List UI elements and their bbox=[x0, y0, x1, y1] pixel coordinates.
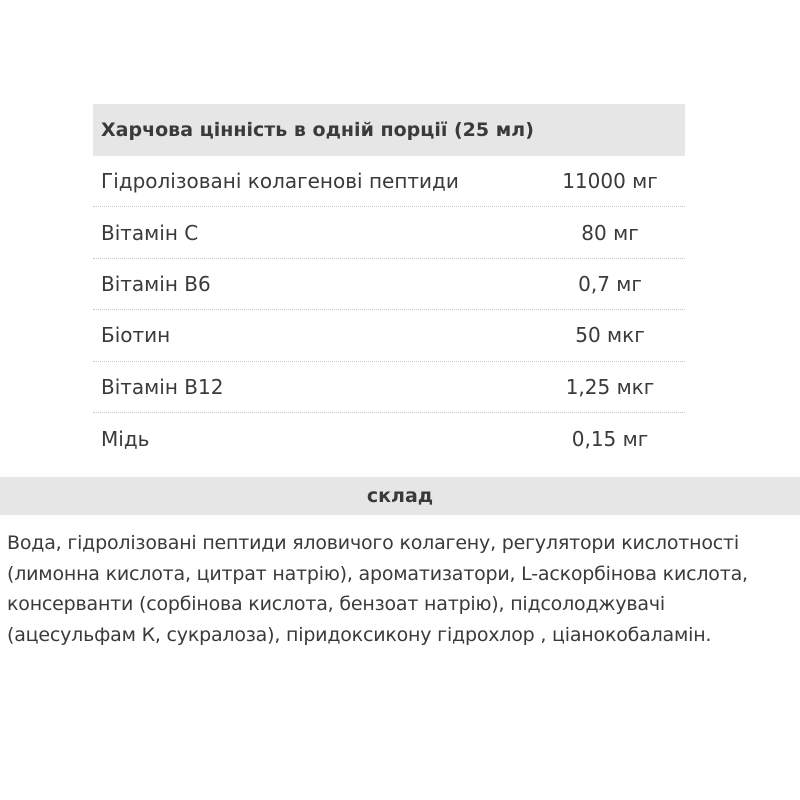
nutrient-name: Мідь bbox=[101, 426, 150, 451]
composition-heading: склад bbox=[0, 477, 800, 515]
nutrition-table bbox=[93, 104, 685, 464]
table-row bbox=[93, 413, 685, 464]
nutrient-amount: 1,25 мкг bbox=[565, 374, 655, 399]
nutrient-name: Біотин bbox=[101, 323, 171, 348]
nutrient-amount: 0,15 мг bbox=[571, 426, 649, 451]
composition-text: Вода, гідролізовані пептиди яловичого колагену, регулятори кислотності (лимонна кислота, цитрат натрію), ароматизатори, L-аскорбінова кислота, консерванти (сорбінова кислота, бензоат натрію), підсолоджувачі (ацесульфам К, сукралоза), піридоксикону гідрохлор , ціанокобаламін. bbox=[7, 532, 748, 646]
nutrition-rows bbox=[93, 156, 685, 464]
table-row bbox=[93, 259, 685, 310]
table-row bbox=[93, 156, 685, 207]
nutrient-amount: 50 мкг bbox=[575, 323, 645, 348]
nutrient-name: Вітамін В6 bbox=[101, 271, 211, 296]
nutrient-name: Вітамін В12 bbox=[101, 374, 224, 399]
table-row bbox=[93, 207, 685, 258]
nutrient-amount: 11000 мг bbox=[562, 169, 658, 194]
nutrient-amount: 0,7 мг bbox=[578, 271, 642, 296]
nutrient-amount: 80 мг bbox=[581, 220, 639, 245]
table-row bbox=[93, 310, 685, 361]
nutrition-header: Харчова цінність в одній порції (25 мл) bbox=[93, 104, 685, 156]
nutrient-name: Гідролізовані колагенові пептиди bbox=[101, 169, 459, 194]
nutrient-name: Вітамін С bbox=[101, 220, 199, 245]
table-row bbox=[93, 362, 685, 413]
